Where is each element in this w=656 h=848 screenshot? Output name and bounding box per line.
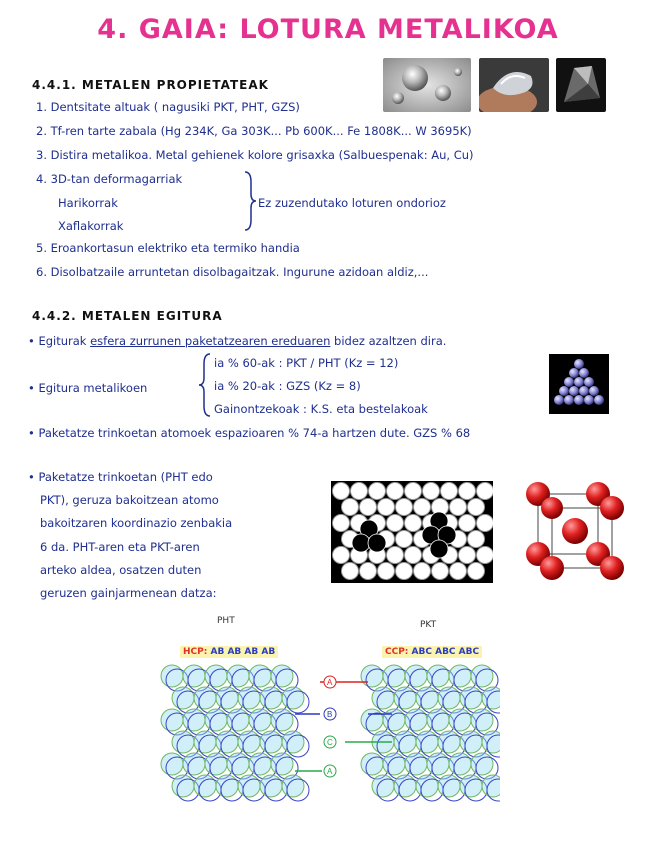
structure-bullet-1 [28,334,446,348]
ccp-atom [372,775,394,797]
pkt-label: PKT [420,620,437,630]
ccp-atom [383,665,405,687]
ccp-atom [361,753,383,775]
packing-atom [468,531,485,548]
ccp-atom [471,709,493,731]
packing-atom [477,547,494,564]
layer-b-marker: B [327,710,333,719]
packing-atom [459,547,476,564]
ccp-prefix: CCP: [385,647,409,657]
layer-a-marker: A [327,678,333,687]
packing-atom [333,547,350,564]
ccp-atom [438,775,460,797]
ccp-atom [427,709,449,731]
packing-line-5: arteko aldea, osatzen duten [40,563,202,577]
ccp-atom [438,731,460,753]
hcp-prefix: HCP: [183,647,208,657]
hcp-atom [227,665,249,687]
layer-c-marker: C [327,738,333,747]
hcp-atom [271,709,293,731]
packing-atom [432,563,449,580]
hcp-seq: AB AB AB AB [210,647,276,657]
atom-pyramid-image [549,354,609,414]
packing-line-6: geruzen gainjarmenean datza: [40,586,217,600]
hcp-atom [205,753,227,775]
ccp-atom [405,709,427,731]
packing-atom [441,483,458,500]
packing-atom [468,563,485,580]
property-1: 1. Dentsitate altuak ( nagusiki PKT, PHT, GZS) [36,100,300,114]
packing-atom [477,483,494,500]
hcp-atom [205,665,227,687]
packing-atom [360,499,377,516]
structure-line-2: ia % 20-ak : GZS (Kz = 8) [214,379,361,393]
ccp-atom [394,775,416,797]
structure-bullet-3: • Paketatze trinkoetan atomoek espazioaren % 74-a hartzen dute. GZS % 68 [28,426,471,440]
packing-atom [333,483,350,500]
hcp-atom [249,753,271,775]
brace-right [243,170,257,232]
packing-line-3: bakoitzaren koordinazio zenbakia [40,516,233,530]
section-1-heading: 4.4.1. METALEN PROPIETATEAK [32,78,269,92]
ccp-atom [383,709,405,731]
hcp-atom [216,775,238,797]
packing-atom [360,563,377,580]
hcp-atom [183,709,205,731]
hcp-atom [161,753,183,775]
packing-atom [342,563,359,580]
structure-line-3: Gainontzekoak : K.S. eta bestelakoak [214,402,428,416]
hcp-atom [227,709,249,731]
packing-atom [378,563,395,580]
ccp-atom [438,687,460,709]
metal-block-photo [556,58,606,112]
hcp-atom [260,687,282,709]
packing-atom [387,547,404,564]
ccp-atom [394,687,416,709]
property-5: 5. Eroankortasun elektriko eta termiko handia [36,241,300,255]
structure-bullet-1-pre: • Egiturak [28,334,87,348]
hcp-atom [227,753,249,775]
hcp-atom [194,687,216,709]
structure-bullet-1-underlined: esfera zurrunen paketatzearen ereduaren [90,334,331,348]
hcp-atom [172,687,194,709]
packing-atom [396,531,413,548]
hcp-atom [172,775,194,797]
packing-atom [333,515,350,532]
packing-atom [405,547,422,564]
layer-packing-image [331,481,493,583]
property-4-malleable: Xaflakorrak [58,219,124,233]
packing-atom [342,499,359,516]
ccp-atom [394,731,416,753]
page-title: 4. GAIA: LOTURA METALIKOA [97,14,559,45]
ccp-atom [460,687,482,709]
hcp-atom [282,687,304,709]
hcp-atom [238,731,260,753]
stacking-diagram [160,662,500,822]
ccp-atom [449,753,471,775]
hcp-atom [183,753,205,775]
hcp-atom [161,665,183,687]
hcp-atom [238,687,260,709]
ccp-atom [471,665,493,687]
packing-atom [396,563,413,580]
ccp-atom [372,687,394,709]
ccp-atom [482,687,500,709]
packing-atom [459,483,476,500]
hcp-atom [194,775,216,797]
structure-bullet-2-label: • Egitura metalikoen [28,381,148,395]
packing-line-1: • Paketatze trinkoetan (PHT edo [28,470,213,484]
packing-atom [405,515,422,532]
hcp-atom [249,665,271,687]
packing-atom [369,483,386,500]
packing-atom [423,483,440,500]
hcp-sequence [180,646,278,658]
ccp-atom [361,665,383,687]
ccp-sequence [382,646,482,658]
structure-bullet-1-post: bidez azaltzen dira. [334,334,447,348]
ccp-atom [383,753,405,775]
hcp-atom [271,753,293,775]
hcp-atom [161,709,183,731]
ccp-atom [482,731,500,753]
ccp-atom [361,709,383,731]
packing-atom [378,499,395,516]
ccp-atom [427,753,449,775]
metal-hand-photo [479,58,549,112]
ccp-atom [416,687,438,709]
ccp-atom [471,753,493,775]
packing-atom [387,483,404,500]
property-3: 3. Distira metalikoa. Metal gehienek kolore grisaxka (Salbuespenak: Au, Cu) [36,148,474,162]
structure-line-1: ia % 60-ak : PKT / PHT (Kz = 12) [214,356,399,370]
packing-atom [468,499,485,516]
hcp-atom [282,775,304,797]
ccp-atom [449,709,471,731]
hcp-atom [172,731,194,753]
ccp-seq: ABC ABC ABC [411,647,480,657]
pht-label: PHT [217,616,235,626]
hcp-atom [216,687,238,709]
ccp-atom [416,731,438,753]
property-4-reason: Ez zuzendutako loturen ondorioz [258,196,446,210]
brace-left [198,352,212,418]
packing-atom [450,563,467,580]
hcp-atom [260,775,282,797]
property-4: 4. 3D-tan deformagarriak [36,172,183,186]
hcp-atom [249,709,271,731]
ccp-atom [482,775,500,797]
hcp-atom [271,665,293,687]
packing-line-2: PKT), geruza bakoitzean atomo [40,493,219,507]
ccp-atom [405,753,427,775]
hcp-atom [216,731,238,753]
hcp-atom [238,775,260,797]
packing-atom [405,483,422,500]
hcp-atom [194,731,216,753]
mercury-photo [383,58,471,112]
hcp-atom [205,709,227,731]
packing-atom [477,515,494,532]
section-2-heading: 4.4.2. METALEN EGITURA [32,309,223,323]
packing-atom [459,515,476,532]
ccp-atom [416,775,438,797]
hcp-atom [260,731,282,753]
ccp-atom [427,665,449,687]
property-6: 6. Disolbatzaile arruntetan disolbagaitzak. Ingurune azidoan aldiz,... [36,265,429,279]
ccp-atom [460,731,482,753]
packing-atom [351,483,368,500]
packing-atom [387,515,404,532]
hcp-atom [282,731,304,753]
bcc-unit-cell-image [510,476,630,586]
packing-atom [450,499,467,516]
packing-atom [414,563,431,580]
property-2: 2. Tf-ren tarte zabala (Hg 234K, Ga 303K... Pb 600K... Fe 1808K... W 3695K) [36,124,472,138]
ccp-atom [460,775,482,797]
property-4-ductile: Harikorrak [58,196,118,210]
ccp-atom [449,665,471,687]
hcp-atom [183,665,205,687]
layer-a2-marker: A [327,767,333,776]
packing-line-4: 6 da. PHT-aren eta PKT-aren [40,540,200,554]
packing-atom [396,499,413,516]
packing-atom [414,499,431,516]
ccp-atom [405,665,427,687]
